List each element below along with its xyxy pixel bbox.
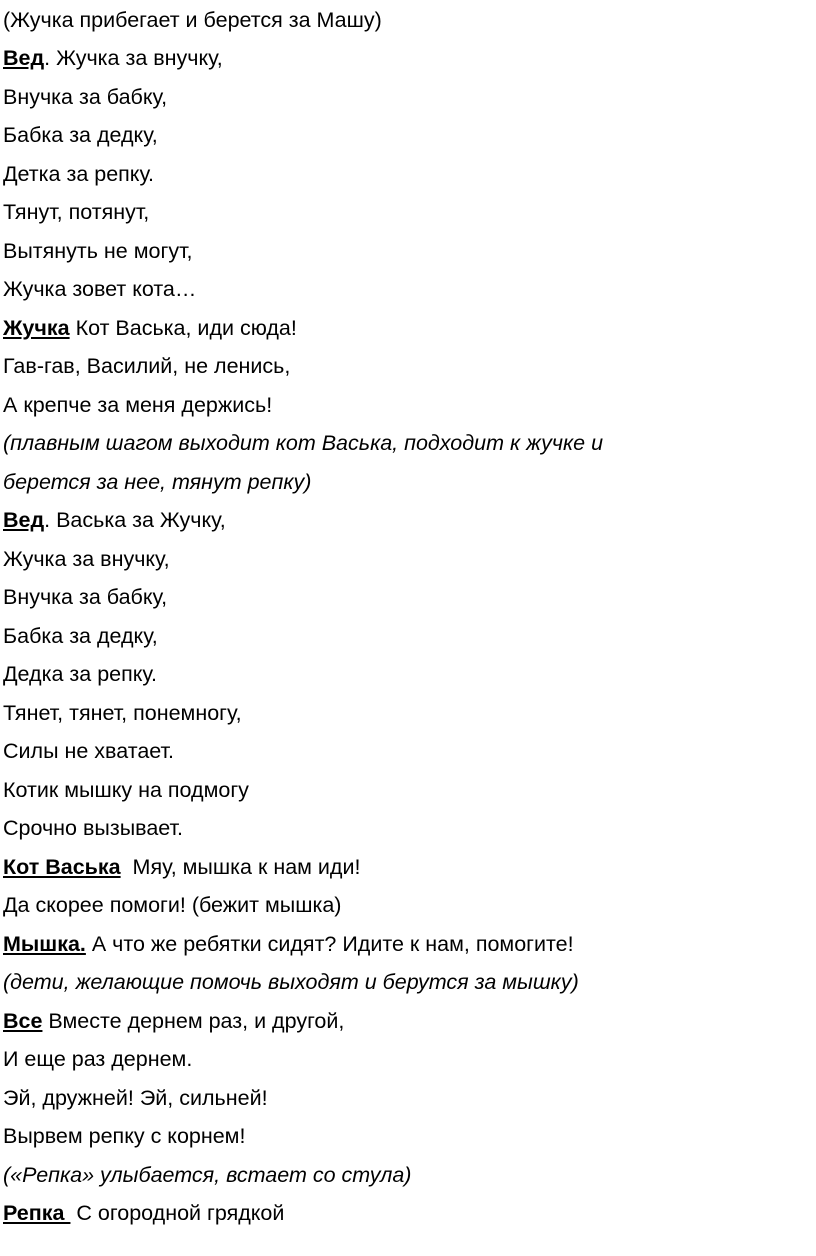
text-line: Внучка за бабку, (3, 585, 168, 609)
speaker-name: Вед (3, 46, 45, 70)
text-line: Эй, дружней! Эй, сильней! (3, 1086, 268, 1110)
stage-direction: берется за нее, тянут репку) (3, 470, 312, 494)
text-line: Дедка за репку. (3, 662, 157, 686)
speaker-name: Вед (3, 508, 45, 532)
speaker-name: Кот Васька (3, 855, 121, 879)
speaker-line: Вед. Жучка за внучку, (3, 46, 223, 70)
text-line: Тянет, тянет, понемногу, (3, 701, 242, 725)
text-line: Вырвем репку с корнем! (3, 1124, 246, 1148)
speaker-name: Все (3, 1009, 43, 1033)
speaker-name: Жучка (3, 316, 70, 340)
speaker-line: Вед. Васька за Жучку, (3, 508, 226, 532)
speaker-name: Мышка. (3, 932, 86, 956)
speaker-line: Репка С огородной грядкой (3, 1201, 285, 1225)
text-line: Тянут, потянут, (3, 200, 150, 224)
text-line: Да скорее помоги! (бежит мышка) (3, 893, 342, 917)
text-line: Котик мышку на подмогу (3, 778, 249, 802)
text-line: Жучка за внучку, (3, 547, 170, 571)
stage-direction: (дети, желающие помочь выходят и берутся за мышку) (3, 970, 579, 994)
text-line: Внучка за бабку, (3, 85, 168, 109)
speaker-line: Все Вместе дернем раз, и другой, (3, 1009, 345, 1033)
stage-direction: («Репка» улыбается, встает со стула) (3, 1163, 412, 1187)
speaker-line: Жучка Кот Васька, иди сюда! (3, 316, 297, 340)
text-line: Жучка зовет кота… (3, 277, 197, 301)
text-line: Бабка за дедку, (3, 123, 158, 147)
text-line: Детка за репку. (3, 162, 155, 186)
text-line: А крепче за меня держись! (3, 393, 273, 417)
stage-direction: (плавным шагом выходит кот Васька, подходит к жучке и (3, 431, 604, 455)
speaker-line: Кот Васька Мяу, мышка к нам иди! (3, 855, 361, 879)
speaker-name: Репка (3, 1201, 71, 1225)
speaker-line: Мышка. А что же ребятки сидят? Идите к нам, помогите! (3, 932, 574, 956)
text-line: И еще раз дернем. (3, 1047, 193, 1071)
text-line: Бабка за дедку, (3, 624, 158, 648)
text-line: (Жучка прибегает и берется за Машу) (3, 8, 382, 32)
text-line: Вытянуть не могут, (3, 239, 193, 263)
text-line: Срочно вызывает. (3, 816, 183, 840)
text-line: Силы не хватает. (3, 739, 174, 763)
text-line: Гав-гав, Василий, не ленись, (3, 354, 291, 378)
